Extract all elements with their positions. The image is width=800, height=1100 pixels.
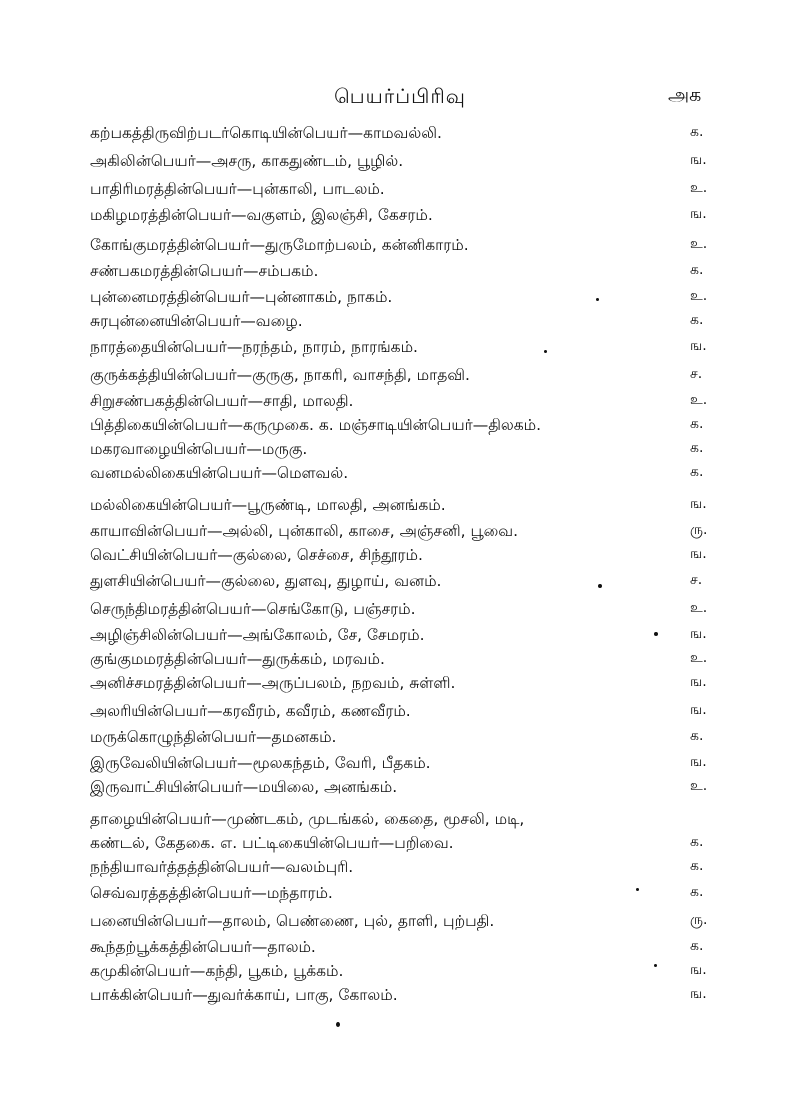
entry-line <box>90 522 790 548</box>
entry-line <box>90 152 790 178</box>
entry-text: அலரியின்பெயர்—கரவீரம், கவீரம், கணவீரம். <box>90 702 411 720</box>
entry-count: ங. <box>690 986 707 1002</box>
entry-text: சண்பகமரத்தின்பெயர்—சம்பகம். <box>90 262 319 280</box>
ink-speck <box>654 632 658 636</box>
entry-text: குருக்கத்தியின்பெயர்—குருகு, நாகரி, வாசந்தி, மாதவி. <box>90 366 470 384</box>
entry-text: மல்லிகையின்பெயர்—பூருண்டி, மாலதி, அனங்கம். <box>90 496 446 514</box>
entry-text: குங்குமமரத்தின்பெயர்—துருக்கம், மரவம். <box>90 650 385 668</box>
page-header-title: பெயர்ப்பிரிவு <box>334 84 466 108</box>
entry-line <box>90 392 790 418</box>
entry-text: வெட்சியின்பெயர்—குல்லை, செச்சை, சிந்தூரம். <box>90 546 423 564</box>
entry-line <box>90 416 790 442</box>
entry-text: காயாவின்பெயர்—அல்லி, புன்காலி, காசை, அஞ்சனி, பூவை. <box>90 522 519 540</box>
entry-line <box>90 440 790 466</box>
ink-speck <box>598 584 602 588</box>
entry-text: தாழையின்பெயர்—முண்டகம், முடங்கல், கைதை, மூசலி, மடி, <box>90 810 525 828</box>
entry-line <box>90 338 790 364</box>
entry-count: க. <box>690 728 704 744</box>
entry-line <box>90 236 790 262</box>
entry-count: ச. <box>690 366 703 382</box>
entry-text: வனமல்லிகையின்பெயர்—மௌவல். <box>90 464 349 482</box>
entry-line <box>90 180 790 206</box>
entry-text: அழிஞ்சிலின்பெயர்—அங்கோலம், சே, சேமரம். <box>90 626 425 644</box>
entry-text: சுரபுன்னையின்பெயர்—வழை. <box>90 312 303 330</box>
entry-line <box>90 626 790 652</box>
entry-text: பித்திகையின்பெயர்—கருமுகை. க. மஞ்சாடியின்பெயர்—திலகம். <box>90 416 542 434</box>
entry-text: பாதிரிமரத்தின்பெயர்—புன்காலி, பாடலம். <box>90 180 385 198</box>
entry-count: க. <box>690 416 704 432</box>
entry-count: ங. <box>690 152 707 168</box>
entry-text: புன்னைமரத்தின்பெயர்—புன்னாகம், நாகம். <box>90 288 393 306</box>
entry-line <box>90 496 790 522</box>
entry-count: ங. <box>690 338 707 354</box>
ink-speck <box>636 888 639 891</box>
entry-line <box>90 600 790 626</box>
entry-line <box>90 754 790 780</box>
entry-text: கமுகின்பெயர்—கந்தி, பூகம், பூக்கம். <box>90 962 344 980</box>
page-number: அக <box>668 84 702 106</box>
entry-count: க. <box>690 124 704 140</box>
entry-line <box>90 312 790 338</box>
entry-count: ரு. <box>690 912 708 928</box>
entry-count: உ. <box>690 650 708 666</box>
entry-text: மருக்கொழுந்தின்பெயர்—தமனகம். <box>90 728 337 746</box>
entry-line <box>90 778 790 804</box>
entry-text: இருவேலியின்பெயர்—மூலகந்தம், வேரி, பீதகம். <box>90 754 431 772</box>
entry-count: க. <box>690 884 704 900</box>
entry-line <box>90 912 790 938</box>
entry-line <box>90 674 790 700</box>
entry-text: செவ்வரத்தத்தின்பெயர்—மந்தாரம். <box>90 884 333 902</box>
entry-count: உ. <box>690 392 708 408</box>
entry-count: ங. <box>690 206 707 222</box>
entry-text: சிறுசண்பகத்தின்பெயர்—சாதி, மாலதி. <box>90 392 354 410</box>
entry-line <box>90 834 790 860</box>
entry-text: மகிழமரத்தின்பெயர்—வகுளம், இலஞ்சி, கேசரம். <box>90 206 433 224</box>
entry-count: உ. <box>690 180 708 196</box>
entry-count: ங. <box>690 962 707 978</box>
entry-text: நாரத்தையின்பெயர்—நரந்தம், நாரம், நாரங்கம். <box>90 338 418 356</box>
entry-line <box>90 206 790 232</box>
entry-count: ங. <box>690 702 707 718</box>
entry-count: ங. <box>690 546 707 562</box>
entry-line <box>90 572 790 598</box>
entry-text: அனிச்சமரத்தின்பெயர்—அருப்பலம், நறவம், சுள்ளி. <box>90 674 456 692</box>
entry-count: உ. <box>690 236 708 252</box>
entry-line <box>90 124 790 150</box>
entry-line <box>90 366 790 392</box>
entry-count: ங. <box>690 754 707 770</box>
entry-line <box>90 464 790 490</box>
entry-count: க. <box>690 440 704 456</box>
entry-line <box>90 858 790 884</box>
entry-text: நந்தியாவர்த்தத்தின்பெயர்—வலம்புரி. <box>90 858 354 876</box>
entry-text: மகரவாழையின்பெயர்—மருகு. <box>90 440 308 458</box>
entry-count: க. <box>690 262 704 278</box>
entry-text: துளசியின்பெயர்—குல்லை, துளவு, துழாய், வனம். <box>90 572 442 590</box>
entry-text: அகிலின்பெயர்—அசரு, காகதுண்டம், பூழில். <box>90 152 404 170</box>
entry-count: க. <box>690 858 704 874</box>
entry-text: இருவாட்சியின்பெயர்—மயிலை, அனங்கம். <box>90 778 398 796</box>
entry-line <box>90 938 790 964</box>
entry-text: கற்பகத்திருவிற்படர்கொடியின்பெயர்—காமவல்லி. <box>90 124 442 142</box>
entry-count: ங. <box>690 626 707 642</box>
entry-line <box>90 728 790 754</box>
entry-count: ங. <box>690 674 707 690</box>
entry-count: க. <box>690 938 704 954</box>
entry-line <box>90 986 790 1012</box>
entry-line <box>90 546 790 572</box>
entry-count: உ. <box>690 778 708 794</box>
entry-line <box>90 884 790 910</box>
entry-count: உ. <box>690 600 708 616</box>
entry-count: க. <box>690 312 704 328</box>
ink-speck <box>654 964 657 967</box>
entry-count: க. <box>690 464 704 480</box>
entry-text: பனையின்பெயர்—தாலம், பெண்ணை, புல், தாளி, புற்பதி. <box>90 912 495 930</box>
ink-speck <box>336 1022 340 1027</box>
entry-line <box>90 288 790 314</box>
entry-line <box>90 962 790 988</box>
ink-speck <box>596 298 599 301</box>
entry-count: ரு. <box>690 522 708 538</box>
entry-count: ங. <box>690 496 707 512</box>
entry-line <box>90 262 790 288</box>
entry-text: கூந்தற்பூக்கத்தின்பெயர்—தாலம். <box>90 938 316 956</box>
entry-text: பாக்கின்பெயர்—துவர்க்காய், பாகு, கோலம். <box>90 986 398 1004</box>
entry-text: கண்டல், கேதகை. எ. பட்டிகையின்பெயர்—பறிவை. <box>90 834 454 852</box>
ink-speck <box>544 350 547 353</box>
entry-line <box>90 650 790 676</box>
entry-line <box>90 810 790 836</box>
entry-count: ச. <box>690 572 703 588</box>
entry-line <box>90 702 790 728</box>
entry-count: உ. <box>690 288 708 304</box>
entry-text: கோங்குமரத்தின்பெயர்—துருமோற்பலம், கன்னிகாரம். <box>90 236 469 254</box>
entry-text: செருந்திமரத்தின்பெயர்—செங்கோடு, பஞ்சரம். <box>90 600 416 618</box>
entry-count: க. <box>690 834 704 850</box>
